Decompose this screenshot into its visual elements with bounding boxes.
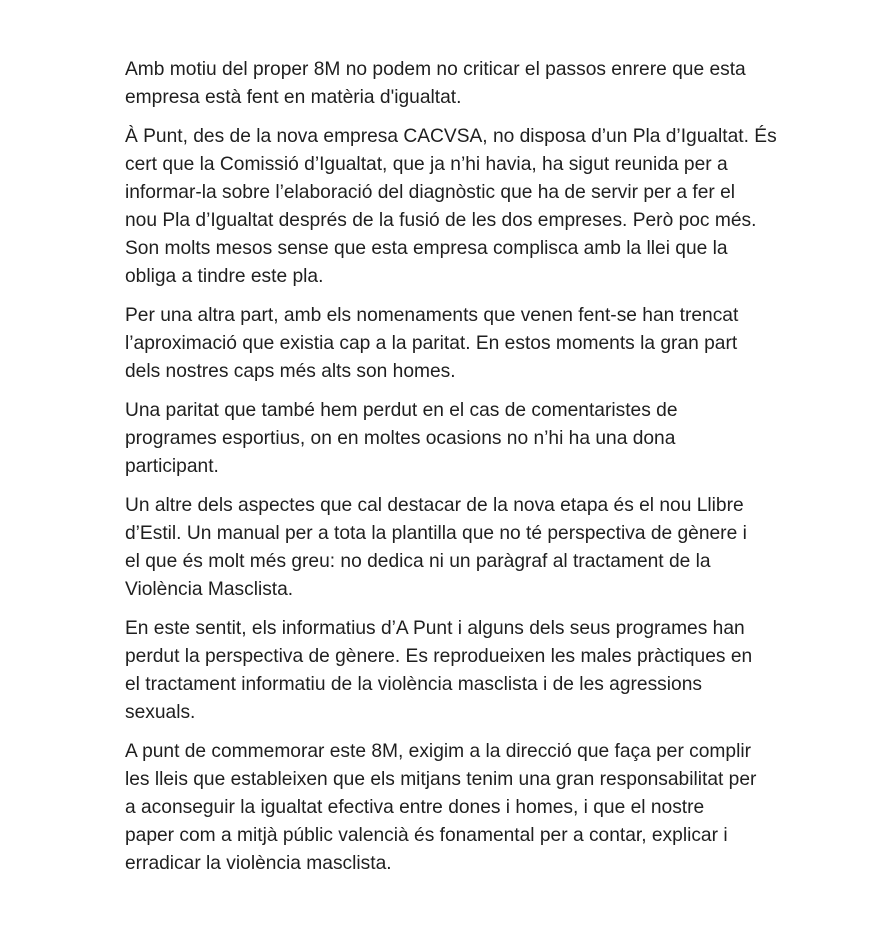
text-line: les lleis que estableixen que els mitjans tenim una gran responsabilitat per (125, 769, 757, 790)
paragraph-2 (125, 123, 785, 291)
paragraph-4 (125, 397, 785, 481)
text-line: obliga a tindre este pla. (125, 266, 324, 287)
text-line: dels nostres caps més alts son homes. (125, 361, 456, 382)
text-line: Son molts mesos sense que esta empresa complisca amb la llei que la (125, 238, 728, 259)
text-line: programes esportius, on en moltes ocasions no n’hi ha una dona (125, 428, 676, 449)
text-line: cert que la Comissió d’Igualtat, que ja n’hi havia, ha sigut reunida per a (125, 154, 728, 175)
text-line: paper com a mitjà públic valencià és fonamental per a contar, explicar i (125, 825, 728, 846)
document-body (125, 56, 785, 889)
text-line: el tractament informatiu de la violència masclista i de les agressions (125, 674, 702, 695)
text-line: l’aproximació que existia cap a la paritat. En estos moments la gran part (125, 333, 738, 354)
paragraph-6 (125, 615, 785, 727)
paragraph-5 (125, 492, 785, 604)
text-line: sexuals. (125, 702, 196, 723)
text-line: À Punt, des de la nova empresa CACVSA, no disposa d’un Pla d’Igualtat. És (125, 126, 777, 147)
text-line: d’Estil. Un manual per a tota la plantilla que no té perspectiva de gènere i (125, 523, 747, 544)
text-line: a aconseguir la igualtat efectiva entre dones i homes, i que el nostre (125, 797, 705, 818)
text-line: empresa està fent en matèria d'igualtat. (125, 87, 462, 108)
text-line: En este sentit, els informatius d’A Punt i alguns dels seus programes han (125, 618, 745, 639)
text-line: A punt de commemorar este 8M, exigim a la direcció que faça per complir (125, 741, 752, 762)
text-line: Violència Masclista. (125, 579, 294, 600)
text-line: participant. (125, 456, 219, 477)
text-line: Un altre dels aspectes que cal destacar de la nova etapa és el nou Llibre (125, 495, 744, 516)
text-line: el que és molt més greu: no dedica ni un paràgraf al tractament de la (125, 551, 711, 572)
paragraph-7 (125, 738, 785, 878)
text-line: erradicar la violència masclista. (125, 853, 392, 874)
text-line: Una paritat que també hem perdut en el cas de comentaristes de (125, 400, 678, 421)
text-line: Amb motiu del proper 8M no podem no criticar el passos enrere que esta (125, 59, 746, 80)
paragraph-3 (125, 302, 785, 386)
text-line: nou Pla d’Igualtat després de la fusió de les dos empreses. Però poc més. (125, 210, 757, 231)
text-line: perdut la perspectiva de gènere. Es reprodueixen les males pràctiques en (125, 646, 753, 667)
paragraph-1 (125, 56, 785, 112)
text-line: Per una altra part, amb els nomenaments que venen fent-se han trencat (125, 305, 739, 326)
text-line: informar-la sobre l’elaboració del diagnòstic que ha de servir per a fer el (125, 182, 736, 203)
